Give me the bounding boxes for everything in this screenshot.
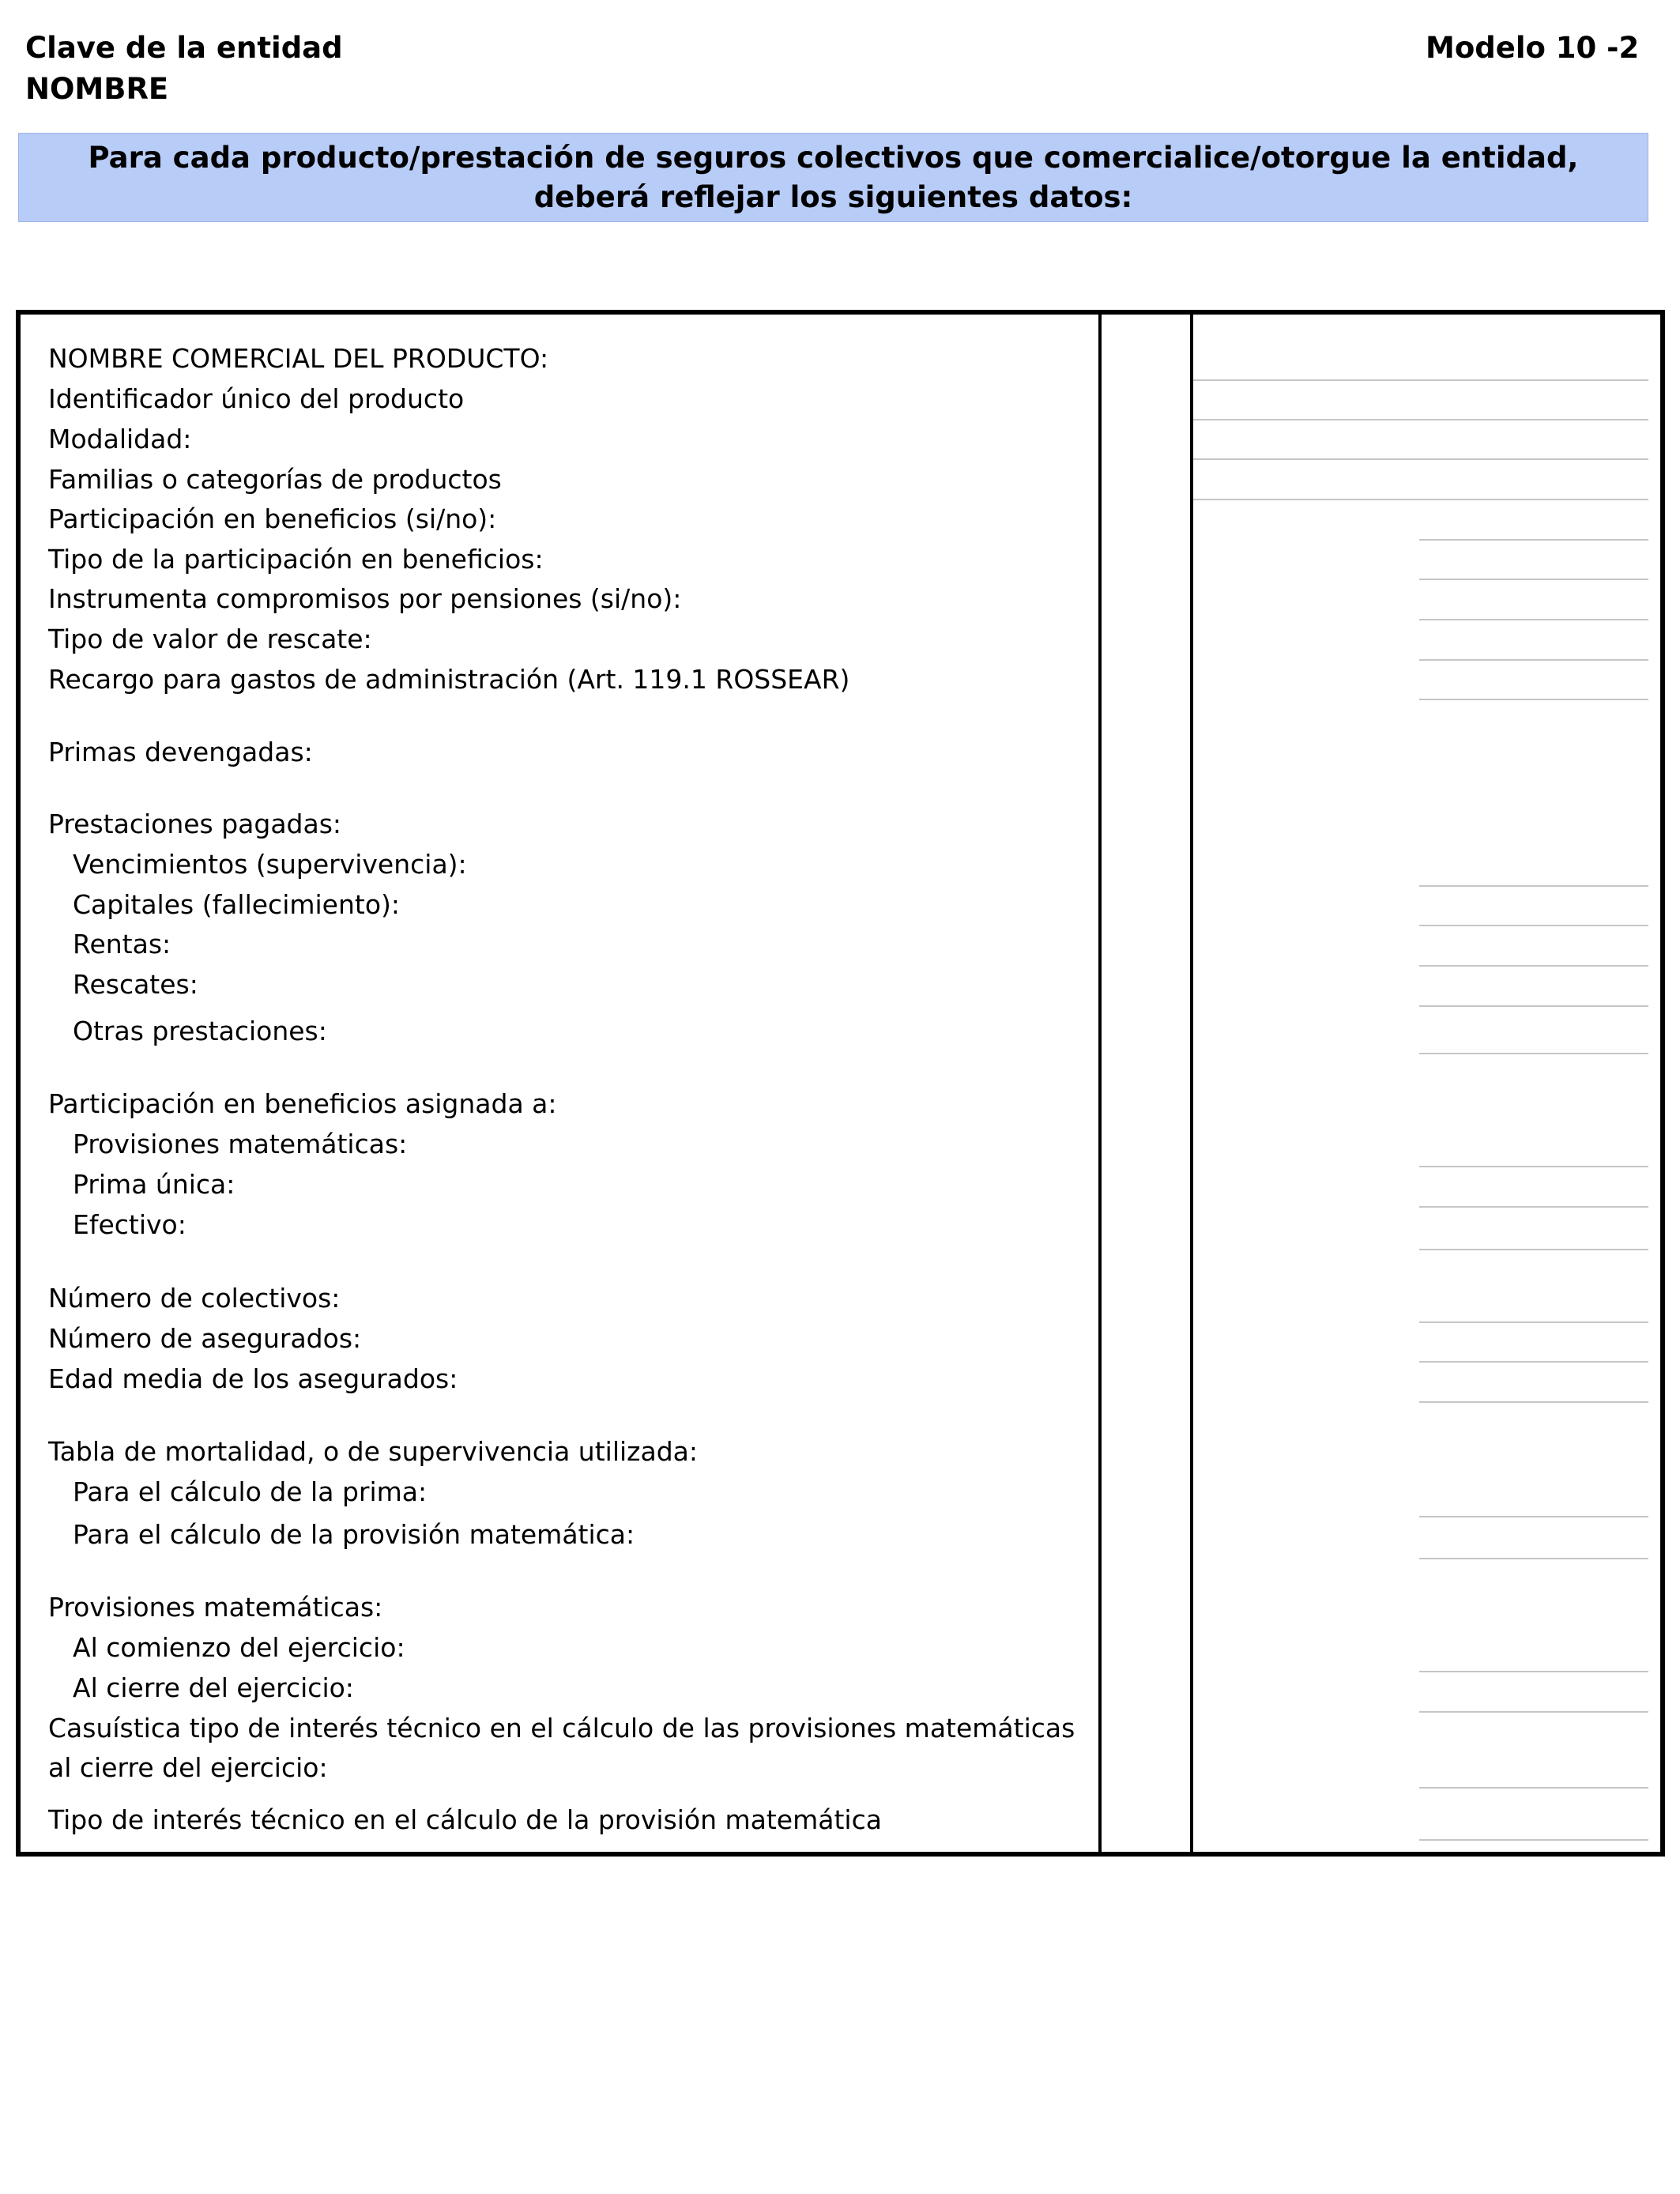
answer-line[interactable] xyxy=(1419,539,1648,541)
field-label: Efectivo: xyxy=(73,1209,186,1240)
field-label: Recargo para gastos de administración (Art. 119.1 ROSSEAR) xyxy=(48,664,850,695)
instructions-line-2: deberá reflejar los siguientes datos: xyxy=(533,179,1133,214)
field-label: Familias o categorías de productos xyxy=(48,464,502,495)
field-label: Tipo de interés técnico en el cálculo de la provisión matemática xyxy=(48,1804,882,1835)
answer-line[interactable] xyxy=(1419,1516,1648,1517)
answer-line[interactable] xyxy=(1419,579,1648,580)
field-label: Rentas: xyxy=(73,929,171,959)
field-label: Provisiones matemáticas: xyxy=(48,1592,383,1623)
field-label: Tipo de valor de rescate: xyxy=(48,624,372,654)
answer-line[interactable] xyxy=(1419,1711,1648,1713)
answer-line[interactable] xyxy=(1419,659,1648,661)
entity-name-label: NOMBRE xyxy=(25,72,169,106)
answer-line[interactable] xyxy=(1419,925,1648,926)
field-label: Para el cálculo de la prima: xyxy=(73,1476,428,1507)
field-label: Participación en beneficios (si/no): xyxy=(48,503,497,534)
field-label: Al cierre del ejercicio: xyxy=(73,1672,354,1703)
field-label: Primas devengadas: xyxy=(48,737,313,767)
field-label: Prima única: xyxy=(73,1169,235,1200)
answer-line[interactable] xyxy=(1193,499,1648,500)
field-label: NOMBRE COMERCIAL DEL PRODUCTO: xyxy=(48,343,549,374)
field-label: Al comienzo del ejercicio: xyxy=(73,1632,405,1663)
field-label: Para el cálculo de la provisión matemática: xyxy=(73,1519,635,1550)
field-label: Prestaciones pagadas: xyxy=(48,809,342,839)
answer-line[interactable] xyxy=(1419,1787,1648,1789)
answer-line[interactable] xyxy=(1419,1321,1648,1323)
field-label: Edad media de los asegurados: xyxy=(48,1363,458,1394)
field-label: Participación en beneficios asignada a: xyxy=(48,1088,557,1119)
field-label: Instrumenta compromisos por pensiones (si/no): xyxy=(48,583,682,614)
answer-line[interactable] xyxy=(1419,1005,1648,1007)
entity-key-label: Clave de la entidad xyxy=(25,31,343,65)
model-label: Modelo 10 -2 xyxy=(1426,31,1640,65)
answer-line[interactable] xyxy=(1419,1671,1648,1672)
answer-line[interactable] xyxy=(1193,458,1648,460)
field-label: Vencimientos (supervivencia): xyxy=(73,849,467,880)
instructions-banner xyxy=(18,133,1648,222)
answer-line[interactable] xyxy=(1419,885,1648,887)
answer-line[interactable] xyxy=(1419,965,1648,967)
answer-line[interactable] xyxy=(1419,699,1648,700)
answer-line[interactable] xyxy=(1419,1206,1648,1208)
field-label: Número de colectivos: xyxy=(48,1283,341,1314)
field-label: Modalidad: xyxy=(48,424,192,454)
field-label: Otras prestaciones: xyxy=(73,1016,327,1046)
answer-line[interactable] xyxy=(1419,1839,1648,1841)
field-label: al cierre del ejercicio: xyxy=(48,1752,328,1783)
field-label: Provisiones matemáticas: xyxy=(73,1129,408,1159)
answer-line[interactable] xyxy=(1419,1401,1648,1403)
answer-line[interactable] xyxy=(1419,1558,1648,1559)
instructions-line-1: Para cada producto/prestación de seguros colectivos que comercialice/otorgue la entidad, xyxy=(88,140,1579,175)
field-label: Identificador único del producto xyxy=(48,383,465,414)
field-label: Tabla de mortalidad, o de supervivencia utilizada: xyxy=(48,1436,698,1467)
answer-line[interactable] xyxy=(1419,1166,1648,1167)
answer-line[interactable] xyxy=(1419,619,1648,620)
field-label: Número de asegurados: xyxy=(48,1323,362,1354)
field-label: Capitales (fallecimiento): xyxy=(73,889,401,920)
field-label: Casuística tipo de interés técnico en el cálculo de las provisiones matemáticas xyxy=(48,1713,1075,1744)
field-label: Rescates: xyxy=(73,969,198,1000)
field-label: Tipo de la participación en beneficios: xyxy=(48,544,544,575)
answer-line[interactable] xyxy=(1193,379,1648,381)
answer-line[interactable] xyxy=(1419,1053,1648,1054)
answer-line[interactable] xyxy=(1193,419,1648,420)
form-table xyxy=(16,310,1665,1857)
column-divider-1 xyxy=(1098,310,1102,1857)
column-divider-2 xyxy=(1190,310,1193,1857)
answer-line[interactable] xyxy=(1419,1361,1648,1363)
answer-line[interactable] xyxy=(1419,1249,1648,1250)
